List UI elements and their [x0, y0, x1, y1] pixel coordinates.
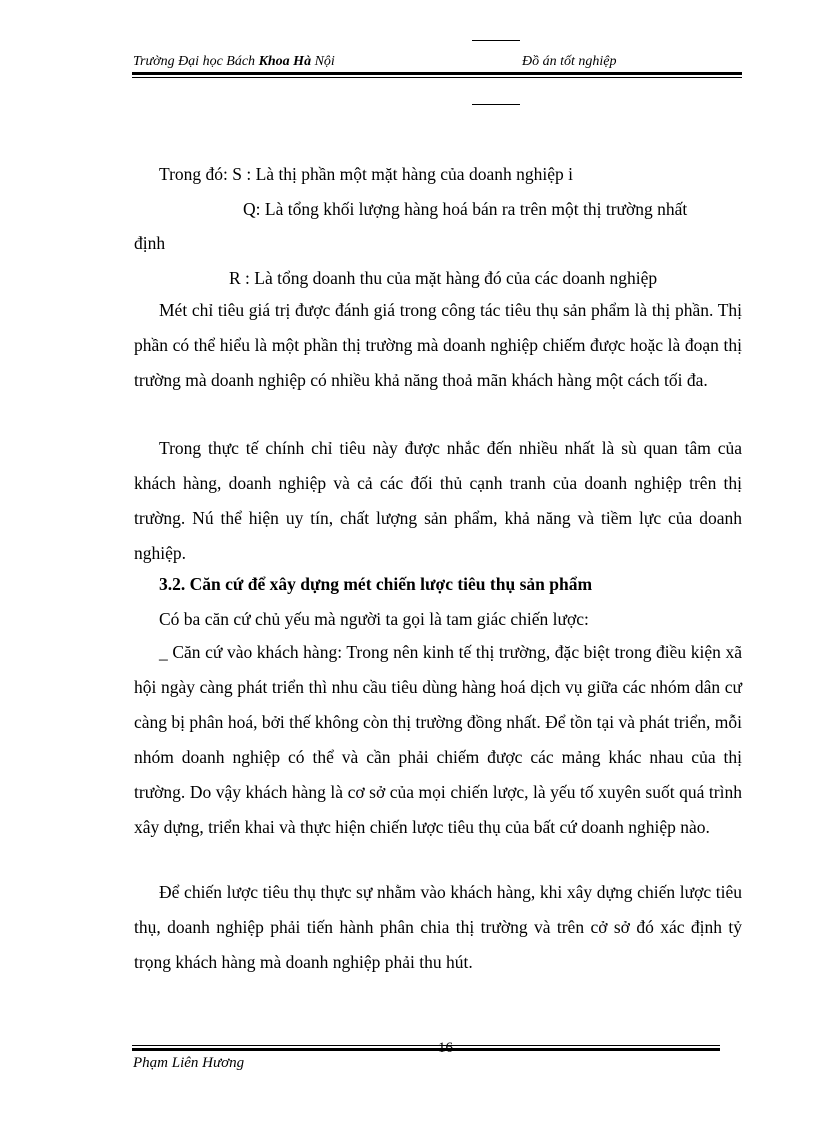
header-rule-thick: [132, 72, 742, 75]
formula-legend-s: Trong đó: S : Là thị phần một mặt hàng của doanh nghiệp i: [159, 164, 573, 184]
header-document-title: Đồ án tốt nghiệp: [522, 54, 617, 69]
header-school-name: [133, 54, 335, 70]
formula-legend-r: R : Là tổng doanh thu của mặt hàng đó của các doanh nghiệp: [229, 268, 658, 288]
header-school-part3: Nội: [311, 54, 335, 69]
footer-rule-thick: [132, 1048, 720, 1051]
section-heading: 3.2. Căn cứ để xây dựng mét chiến lược tiêu thụ sản phẩm: [159, 574, 593, 594]
formula-legend-q: Q: Là tổng khối lượng hàng hoá bán ra trên một thị trường nhất: [243, 199, 688, 219]
header-decor-rule-top: [472, 40, 520, 41]
footer-rule-thin: [132, 1045, 720, 1046]
paragraph-importance: Trong thực tế chính chỉ tiêu này được nhắc đến nhiều nhất là sù quan tâm của khách hàng, doanh nghiệp và cả các đối thủ cạnh tranh của doanh nghiệp trên thị trường. Nú thể hiện uy tín, chất lượng sản phẩm, khả năng và tiềm lực của doanh nghiệp.: [134, 438, 742, 563]
header-decor-rule-bottom: [472, 104, 520, 105]
footer-author: Phạm Liên Hương: [133, 1055, 245, 1071]
header-school-part1: Trường Đại học Bách: [133, 54, 259, 69]
header-school-part2: Khoa Hà: [258, 54, 312, 69]
paragraph-strategy-bases: Có ba căn cứ chủ yếu mà người ta gọi là tam giác chiến lược:: [159, 609, 589, 629]
header-rule-thin: [132, 77, 742, 78]
paragraph-customer-basis: _ Căn cứ vào khách hàng: Trong nên kinh tế thị trường, đặc biệt trong điều kiện xã hội ngày càng phát triển thì nhu cầu tiêu dùng hàng hoá dịch vụ giữa các nhóm dân cư càng bị phân hoá, bởi thế không còn thị trường đồng nhất. Để tồn tại và phát triển, mỗi nhóm doanh nghiệp có thể và cần phải chiếm được các mảng khác nhau của thị trường. Do vậy khách hàng là cơ sở của mọi chiến lược, là yếu tố xuyên suốt quá trình xây dựng, triển khai và thực hiện chiến lược tiêu thụ của bất cứ doanh nghiệp nào.: [134, 642, 742, 837]
paragraph-market-share: Mét chỉ tiêu giá trị được đánh giá trong công tác tiêu thụ sản phẩm là thị phần. Thị phần có thể hiểu là một phần thị trường mà doanh nghiệp chiếm được hoặc là đoạn thị trường mà doanh nghiệp có nhiều khả năng thoả mãn khách hàng một cách tối đa.: [134, 300, 742, 390]
formula-legend-q-continued: định: [134, 233, 166, 253]
paragraph-customer-targeting: Để chiến lược tiêu thụ thực sự nhằm vào khách hàng, khi xây dựng chiến lược tiêu thụ, doanh nghiệp phải tiến hành phân chia thị trường và trên cở sở đó xác định tỷ trọng khách hàng mà doanh nghiệp phải thu hút.: [134, 882, 742, 972]
